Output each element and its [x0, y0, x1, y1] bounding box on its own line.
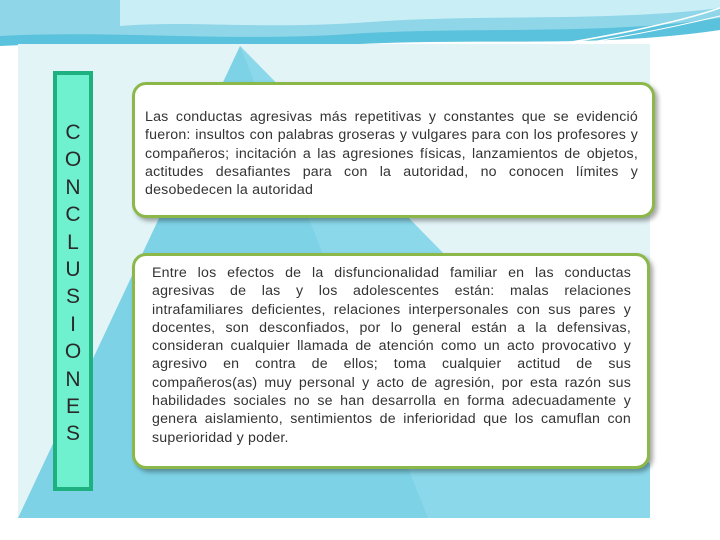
conclusion-box-1: [132, 82, 655, 218]
vertical-title: [57, 119, 89, 448]
title-letter: I: [70, 312, 76, 336]
conclusion-box-2: [132, 253, 650, 469]
title-letter: U: [65, 258, 81, 282]
title-letter: O: [64, 148, 82, 172]
conclusion-text-2: Entre los efectos de la disfuncionalidad familiar en las conductas agresivas de las y los adolescentes están: malas relaciones intrafamiliares deficientes, relaciones interpersonales con sus pares y docentes, son desconfiados, por lo general están a la defensivas, consideran cualquier llamada de atención como un acto provocativo y agresivo en contra de ellos; toma cualquier actitud de sus compañeros(as) muy personal y acto de agresión, por esta razón sus habilidades sociales no se han desarrolla en forma adecuadamente y genera aislamiento, sentimientos de inferioridad que los camuflan con superioridad y poder.: [152, 265, 631, 446]
title-letter: S: [65, 285, 80, 309]
title-letter: N: [65, 367, 81, 391]
title-letter: E: [65, 395, 80, 419]
conclusion-text-1: Las conductas agresivas más repetitivas y constantes que se evidenció fueron: insultos con palabras groseras y vulgares para con los profesores y compañeros; incitación a las agresiones físicas, lanzamientos de objetos, actitudes desafiantes para con la autoridad, no conocen límites y desobedecen la autoridad: [145, 109, 638, 199]
title-letter: C: [65, 121, 81, 144]
conclusiones-vertical-tab: [53, 71, 93, 491]
title-letter: C: [65, 203, 81, 227]
title-letter: L: [67, 230, 79, 254]
title-letter: S: [65, 422, 80, 446]
title-letter: N: [65, 175, 81, 199]
title-letter: O: [64, 340, 82, 364]
